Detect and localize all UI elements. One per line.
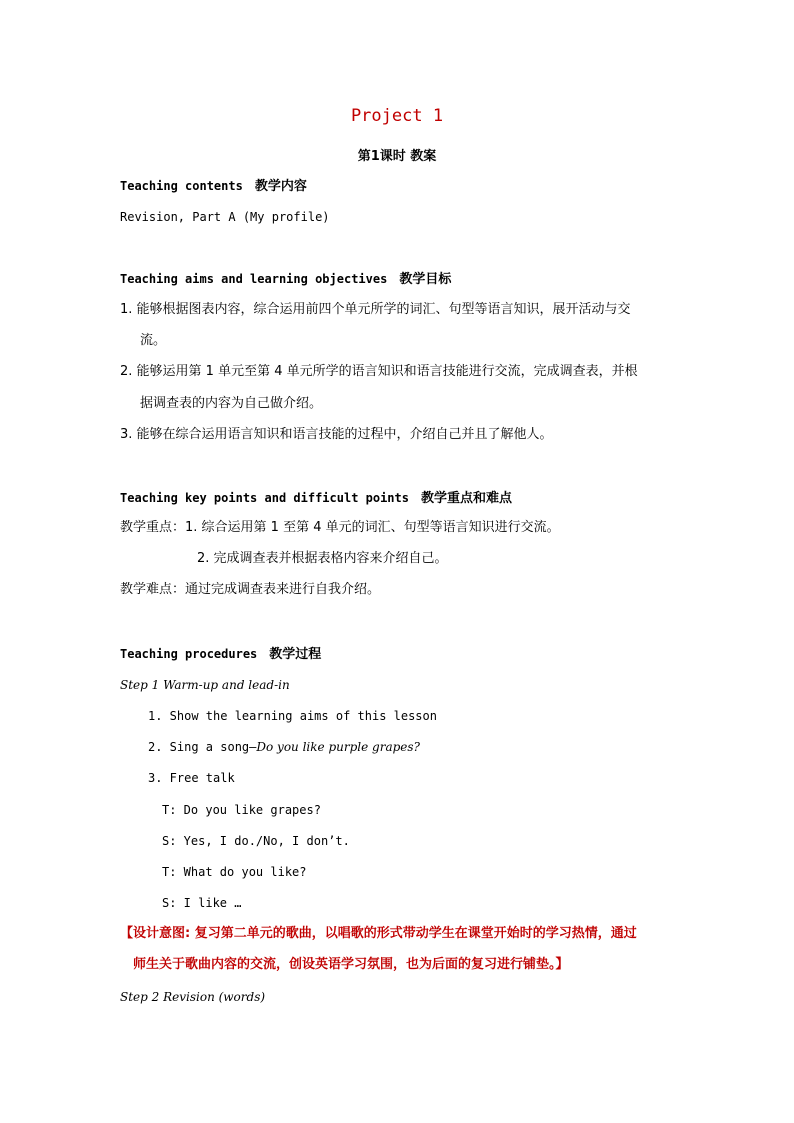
dialog-line-3: T: What do you like? xyxy=(162,865,307,879)
aims-item-3: 3. 能够在综合运用语言知识和语言技能的过程中，介绍自己并且了解他人。 xyxy=(120,427,553,442)
aims-heading-cn: 教学目标 xyxy=(399,272,452,287)
contents-heading-cn: 教学内容 xyxy=(254,179,307,194)
step-1-item-1: 1. Show the learning aims of this lesson xyxy=(148,709,437,723)
difficult-point: 教学难点：通过完成调查表来进行自我介绍。 xyxy=(120,582,381,597)
step-1-heading: Step 1 Warm-up and lead-in xyxy=(120,678,290,692)
key-point-line-2: 2. 完成调查表并根据表格内容来介绍自己。 xyxy=(197,551,448,566)
dialog-line-1: T: Do you like grapes? xyxy=(162,803,321,817)
contents-heading-en: Teaching contents xyxy=(120,179,243,193)
procedures-heading-en: Teaching procedures xyxy=(120,647,258,661)
aims-item-1-line-1: 1. 能够根据图表内容，综合运用前四个单元所学的词汇、句型等语言知识，展开活动与交 xyxy=(120,302,631,317)
aims-item-2-line-2: 据调查表的内容为自己做介绍。 xyxy=(140,396,323,411)
procedures-heading xyxy=(120,646,321,663)
aims-item-2-line-1: 2. 能够运用第 1 单元至第 4 单元所学的语言知识和语言技能进行交流，完成调查表，并根 xyxy=(120,364,638,379)
keypoints-heading xyxy=(120,490,512,507)
aims-item-1-line-2: 流。 xyxy=(140,333,167,348)
step-1-item-3: 3. Free talk xyxy=(148,771,235,785)
step-2-heading: Step 2 Revision (words) xyxy=(120,990,266,1004)
dialog-line-4: S: I like … xyxy=(162,896,242,910)
design-intent-line-1: 【设计意图: 复习第二单元的歌曲，以唱歌的形式带动学生在课堂开始时的学习热情，通过 xyxy=(120,926,637,941)
page-subtitle: 第1课时 教案 xyxy=(357,149,437,164)
dialog-line-2: S: Yes, I do./No, I don’t. xyxy=(162,834,350,848)
procedures-heading-cn: 教学过程 xyxy=(269,647,322,662)
keypoints-heading-en: Teaching key points and difficult points xyxy=(120,491,409,505)
contents-text: Revision, Part A (My profile) xyxy=(120,210,330,224)
contents-heading xyxy=(120,178,307,195)
keypoints-heading-cn: 教学重点和难点 xyxy=(420,491,512,506)
song-title: Do you like purple grapes? xyxy=(256,740,420,754)
aims-heading-en: Teaching aims and learning objectives xyxy=(120,272,388,286)
design-intent-line-2: 师生关于歌曲内容的交流，创设英语学习氛围，也为后面的复习进行铺垫。】 xyxy=(133,957,569,972)
step-1-item-2-prefix: 2. Sing a song— xyxy=(148,740,257,754)
page-title: Project 1 xyxy=(350,106,444,126)
aims-heading xyxy=(120,271,451,288)
step-1-item-2 xyxy=(148,739,420,755)
key-point-line-1: 教学重点：1. 综合运用第 1 至第 4 单元的词汇、句型等语言知识进行交流。 xyxy=(120,520,560,535)
